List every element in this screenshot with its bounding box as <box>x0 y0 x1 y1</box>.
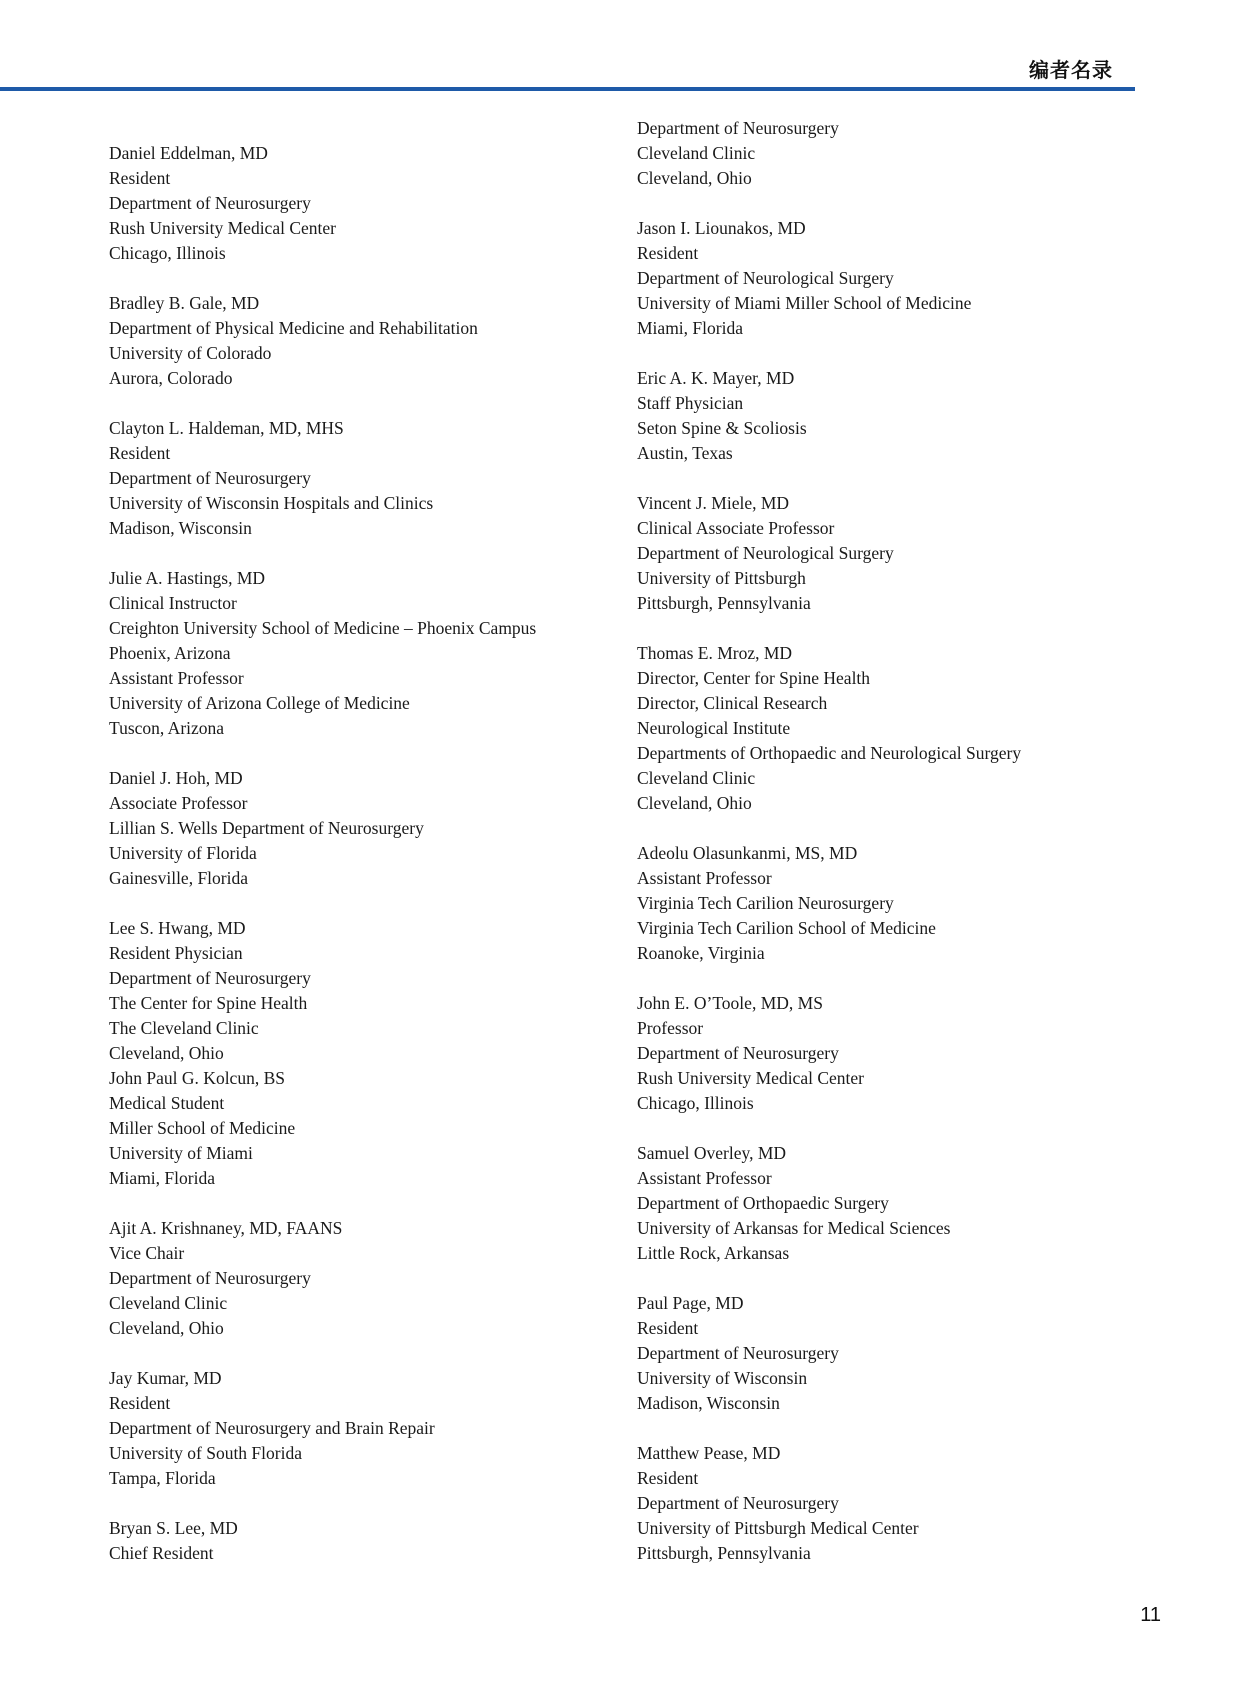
contributor-line: Miami, Florida <box>637 318 743 338</box>
contributor-line: Cleveland Clinic <box>637 768 756 788</box>
contributor-line: Virginia Tech Carilion School of Medicine <box>637 918 936 938</box>
contributor-entry <box>109 1366 629 1491</box>
contributor-line: University of Wisconsin Hospitals and Clinics <box>109 493 434 513</box>
contributor-line: Cleveland, Ohio <box>109 1043 224 1063</box>
contributor-line: Clinical Instructor <box>109 593 237 613</box>
contributor-entry <box>637 491 1157 616</box>
contributor-line: Staff Physician <box>637 393 744 413</box>
contributor-line: Creighton University School of Medicine – Phoenix Campus <box>109 618 537 638</box>
contributor-line: University of South Florida <box>109 1443 302 1463</box>
contributor-line: Clinical Associate Professor <box>637 518 835 538</box>
contributor-line: Austin, Texas <box>637 443 733 463</box>
contributor-line: Resident <box>637 1468 699 1488</box>
contributor-line: University of Pittsburgh Medical Center <box>637 1518 919 1538</box>
contributor-line-primary: Matthew Pease, MD <box>637 1443 781 1463</box>
contributor-line: Department of Neurosurgery <box>109 468 311 488</box>
contributor-line: Department of Neurological Surgery <box>637 268 894 288</box>
contributor-line: The Center for Spine Health <box>109 993 308 1013</box>
running-header-title: 编者名录 <box>1029 58 1113 82</box>
contributor-line: Cleveland, Ohio <box>637 793 752 813</box>
contributor-line: Little Rock, Arkansas <box>637 1243 790 1263</box>
contributor-line: Cleveland Clinic <box>109 1293 228 1313</box>
contributor-line: Pittsburgh, Pennsylvania <box>637 593 811 613</box>
contributor-line: Madison, Wisconsin <box>109 518 252 538</box>
contributor-line: Assistant Professor <box>637 1168 772 1188</box>
contributor-line: Resident <box>637 243 699 263</box>
contributor-line: Department of Neurosurgery <box>109 968 311 988</box>
contributor-line: Department of Neurosurgery <box>637 1043 839 1063</box>
contributor-line: Madison, Wisconsin <box>637 1393 780 1413</box>
contributor-line: Director, Clinical Research <box>637 693 828 713</box>
contributor-line: Department of Neurosurgery <box>109 1268 311 1288</box>
contributor-line: The Cleveland Clinic <box>109 1018 259 1038</box>
contributor-column-left <box>109 141 629 1566</box>
contributor-line: Cleveland, Ohio <box>637 168 752 188</box>
contributor-line-primary: Adeolu Olasunkanmi, MS, MD <box>637 843 858 863</box>
contributor-line: Virginia Tech Carilion Neurosurgery <box>637 893 894 913</box>
contributor-line: Seton Spine & Scoliosis <box>637 418 807 438</box>
contributor-line-primary: Daniel Eddelman, MD <box>109 143 268 163</box>
contributor-line: Department of Neurological Surgery <box>637 543 894 563</box>
contributor-line-primary: Samuel Overley, MD <box>637 1143 787 1163</box>
contributor-line: Tampa, Florida <box>109 1468 216 1488</box>
contributor-line: University of Arizona College of Medicine <box>109 693 410 713</box>
contributor-line-primary: Thomas E. Mroz, MD <box>637 643 793 663</box>
contributor-line: Department of Neurosurgery <box>109 193 311 213</box>
contributor-line: University of Miami Miller School of Medicine <box>637 293 972 313</box>
contributor-line: Departments of Orthopaedic and Neurological Surgery <box>637 743 1022 763</box>
contributor-line: Resident <box>109 443 171 463</box>
contributor-line: Director, Center for Spine Health <box>637 668 871 688</box>
contributor-line: University of Florida <box>109 843 257 863</box>
contributor-entry <box>109 141 629 266</box>
contributor-line-primary: Bradley B. Gale, MD <box>109 293 260 313</box>
contributor-line: Neurological Institute <box>637 718 791 738</box>
contributor-line: Chicago, Illinois <box>109 243 226 263</box>
contributor-entry <box>637 1291 1157 1416</box>
contributor-line-primary: Daniel J. Hoh, MD <box>109 768 243 788</box>
contributor-line-primary: Bryan S. Lee, MD <box>109 1518 238 1538</box>
contributor-line: Department of Neurosurgery and Brain Repair <box>109 1418 435 1438</box>
contributor-entry <box>109 766 629 891</box>
contributor-entry <box>637 116 1157 191</box>
contributor-line: Medical Student <box>109 1093 225 1113</box>
contributor-entry <box>109 1516 629 1566</box>
contributor-line: Pittsburgh, Pennsylvania <box>637 1543 811 1563</box>
contributor-line: Assistant Professor <box>109 668 244 688</box>
contributor-line: Lillian S. Wells Department of Neurosurgery <box>109 818 424 838</box>
header-rule <box>0 87 1135 91</box>
contributor-entry <box>637 841 1157 966</box>
contributor-line: Miami, Florida <box>109 1168 215 1188</box>
contributor-line-primary: Jay Kumar, MD <box>109 1368 222 1388</box>
contributor-line: Cleveland Clinic <box>637 143 756 163</box>
contributor-line: University of Miami <box>109 1143 253 1163</box>
contributor-line: Roanoke, Virginia <box>637 943 765 963</box>
contributor-line: University of Colorado <box>109 343 272 363</box>
contributor-line: Department of Neurosurgery <box>637 1343 839 1363</box>
contributor-line: Chief Resident <box>109 1543 214 1563</box>
contributor-line-primary: Jason I. Liounakos, MD <box>637 218 806 238</box>
contributor-line: Associate Professor <box>109 793 248 813</box>
contributor-line: Miller School of Medicine <box>109 1118 296 1138</box>
contributor-line: University of Arkansas for Medical Sciences <box>637 1218 951 1238</box>
contributor-line: Aurora, Colorado <box>109 368 233 388</box>
contributor-line-primary: John Paul G. Kolcun, BS <box>109 1068 285 1088</box>
contributor-entry <box>637 1441 1157 1566</box>
contributor-line: Phoenix, Arizona <box>109 643 231 663</box>
contributor-entry <box>637 991 1157 1116</box>
contributor-line-primary: Vincent J. Miele, MD <box>637 493 790 513</box>
contributor-line-primary: Paul Page, MD <box>637 1293 744 1313</box>
contributor-line: Vice Chair <box>109 1243 185 1263</box>
contributor-line: Resident <box>109 1393 171 1413</box>
contributor-line-primary: John E. O’Toole, MD, MS <box>637 993 823 1013</box>
contributor-line-primary: Ajit A. Krishnaney, MD, FAANS <box>109 1218 343 1238</box>
contributor-line-primary: Clayton L. Haldeman, MD, MHS <box>109 418 344 438</box>
contributor-entry <box>109 291 629 391</box>
contributor-line: Department of Neurosurgery <box>637 1493 839 1513</box>
contributor-line: Resident <box>109 168 171 188</box>
contributor-entry <box>109 416 629 541</box>
contributor-entry <box>109 916 629 1066</box>
contributor-line: University of Wisconsin <box>637 1368 808 1388</box>
contributor-line: Resident Physician <box>109 943 243 963</box>
contributor-line: Professor <box>637 1018 704 1038</box>
contributor-line-primary: Department of Neurosurgery <box>637 118 839 138</box>
contributor-line: Rush University Medical Center <box>109 218 336 238</box>
contributor-line-primary: Julie A. Hastings, MD <box>109 568 266 588</box>
contributor-line: Tuscon, Arizona <box>109 718 225 738</box>
page-number: 11 <box>1140 1604 1161 1626</box>
contributor-line: Department of Physical Medicine and Rehabilitation <box>109 318 478 338</box>
contributor-line-primary: Lee S. Hwang, MD <box>109 918 246 938</box>
contributor-line: Gainesville, Florida <box>109 868 249 888</box>
contributor-line: Department of Orthopaedic Surgery <box>637 1193 889 1213</box>
contributor-entry <box>109 1066 629 1191</box>
contributor-line: Chicago, Illinois <box>637 1093 754 1113</box>
contributor-column-right <box>637 116 1157 1566</box>
contributor-line: Assistant Professor <box>637 868 772 888</box>
contributor-line-primary: Eric A. K. Mayer, MD <box>637 368 795 388</box>
contributor-line: Rush University Medical Center <box>637 1068 864 1088</box>
contributor-entry <box>637 1141 1157 1266</box>
contributor-entry <box>637 216 1157 341</box>
contributor-entry <box>637 641 1157 816</box>
contributor-entry <box>109 1216 629 1341</box>
contributor-entry <box>109 566 629 741</box>
contributor-entry <box>637 366 1157 466</box>
contributor-line: Cleveland, Ohio <box>109 1318 224 1338</box>
contributor-line: Resident <box>637 1318 699 1338</box>
contributor-line: University of Pittsburgh <box>637 568 806 588</box>
